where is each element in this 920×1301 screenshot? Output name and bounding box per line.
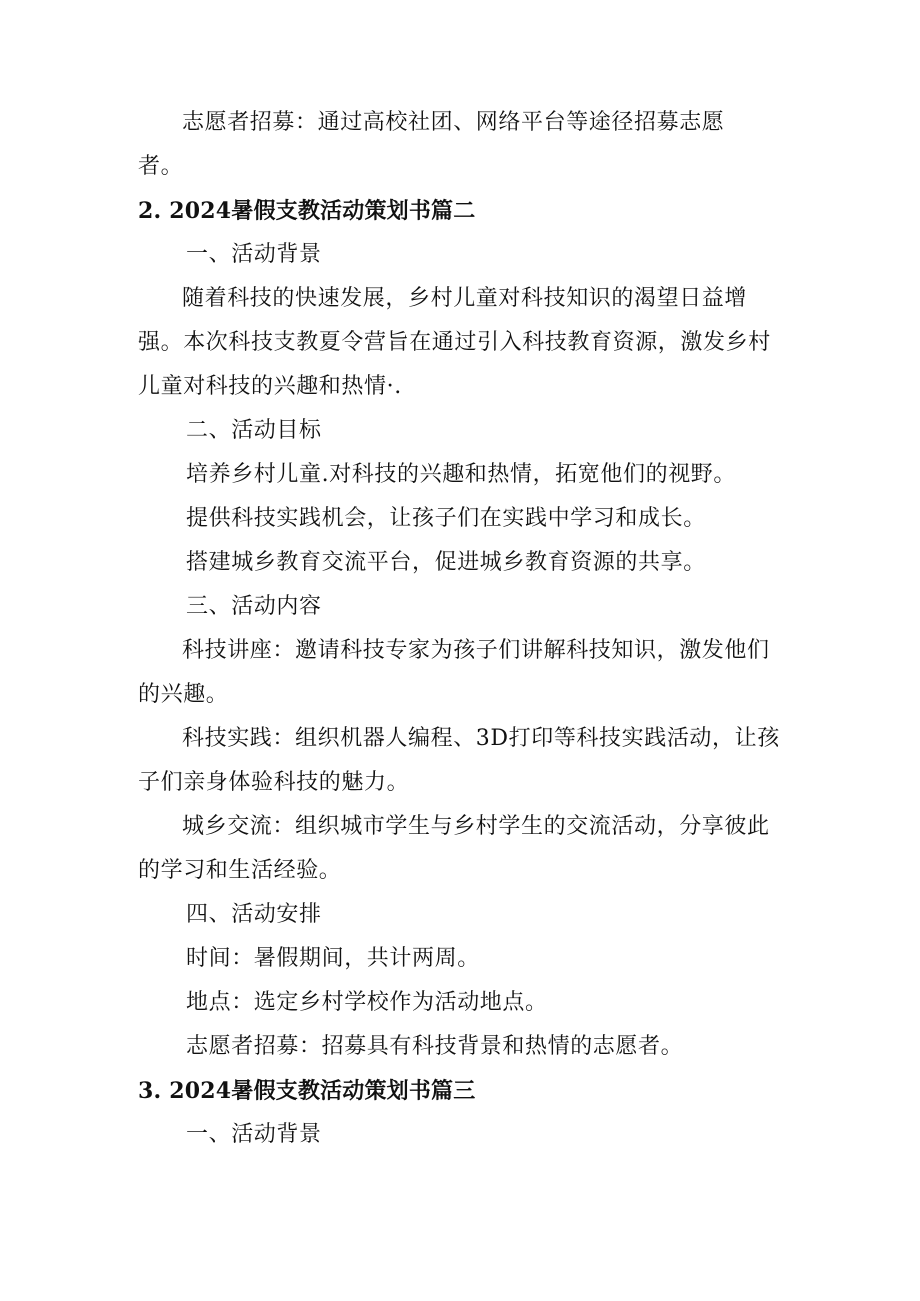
arrangement-place: 地点：选定乡村学校作为活动地点。 — [186, 990, 548, 1015]
subheading-activity-background-3: 一、活动背景 — [186, 1122, 322, 1147]
paragraph-tech-practice: 科技实践：组织机器人编程、3D打印等科技实践活动，让孩子们亲身体验科技的魅力。 — [138, 726, 780, 795]
paragraph-tech-lecture: 科技讲座：邀请科技专家为孩子们讲解科技知识，激发他们的兴趣。 — [138, 638, 770, 707]
paragraph-urban-rural-exchange: 城乡交流：组织城市学生与乡村学生的交流活动，分享彼此的学习和生活经验。 — [138, 814, 770, 883]
subheading-activity-background: 一、活动背景 — [186, 242, 322, 267]
subheading-activity-content: 三、活动内容 — [186, 594, 322, 619]
paragraph-volunteer-recruit-1: 志愿者招募：通过高校社团、网络平台等途径招募志愿者。 — [138, 110, 725, 179]
document-body — [138, 101, 788, 1157]
subheading-activity-arrangement: 四、活动安排 — [186, 902, 322, 927]
section-heading-3: 3. 2024暑假支教活动策划书篇三 — [138, 1078, 476, 1104]
section-heading-2: 2. 2024暑假支教活动策划书篇二 — [138, 198, 476, 224]
goal-item-1: 培养乡村儿童.对科技的兴趣和热情，拓宽他们的视野。 — [186, 462, 736, 487]
paragraph-activity-background: 随着科技的快速发展，乡村儿童对科技知识的渴望日益增强。本次科技支教夏令营旨在通过引入科技教育资源，激发乡村儿童对科技的兴趣和热情·. — [138, 286, 771, 399]
goal-item-3: 搭建城乡教育交流平台，促进城乡教育资源的共享。 — [186, 550, 706, 575]
arrangement-volunteer-recruit: 志愿者招募：招募具有科技背景和热情的志愿者。 — [186, 1034, 684, 1059]
goal-item-2: 提供科技实践机会，让孩子们在实践中学习和成长。 — [186, 506, 706, 531]
subheading-activity-goals: 二、活动目标 — [186, 418, 322, 443]
arrangement-time: 时间：暑假期间，共计两周。 — [186, 946, 480, 971]
